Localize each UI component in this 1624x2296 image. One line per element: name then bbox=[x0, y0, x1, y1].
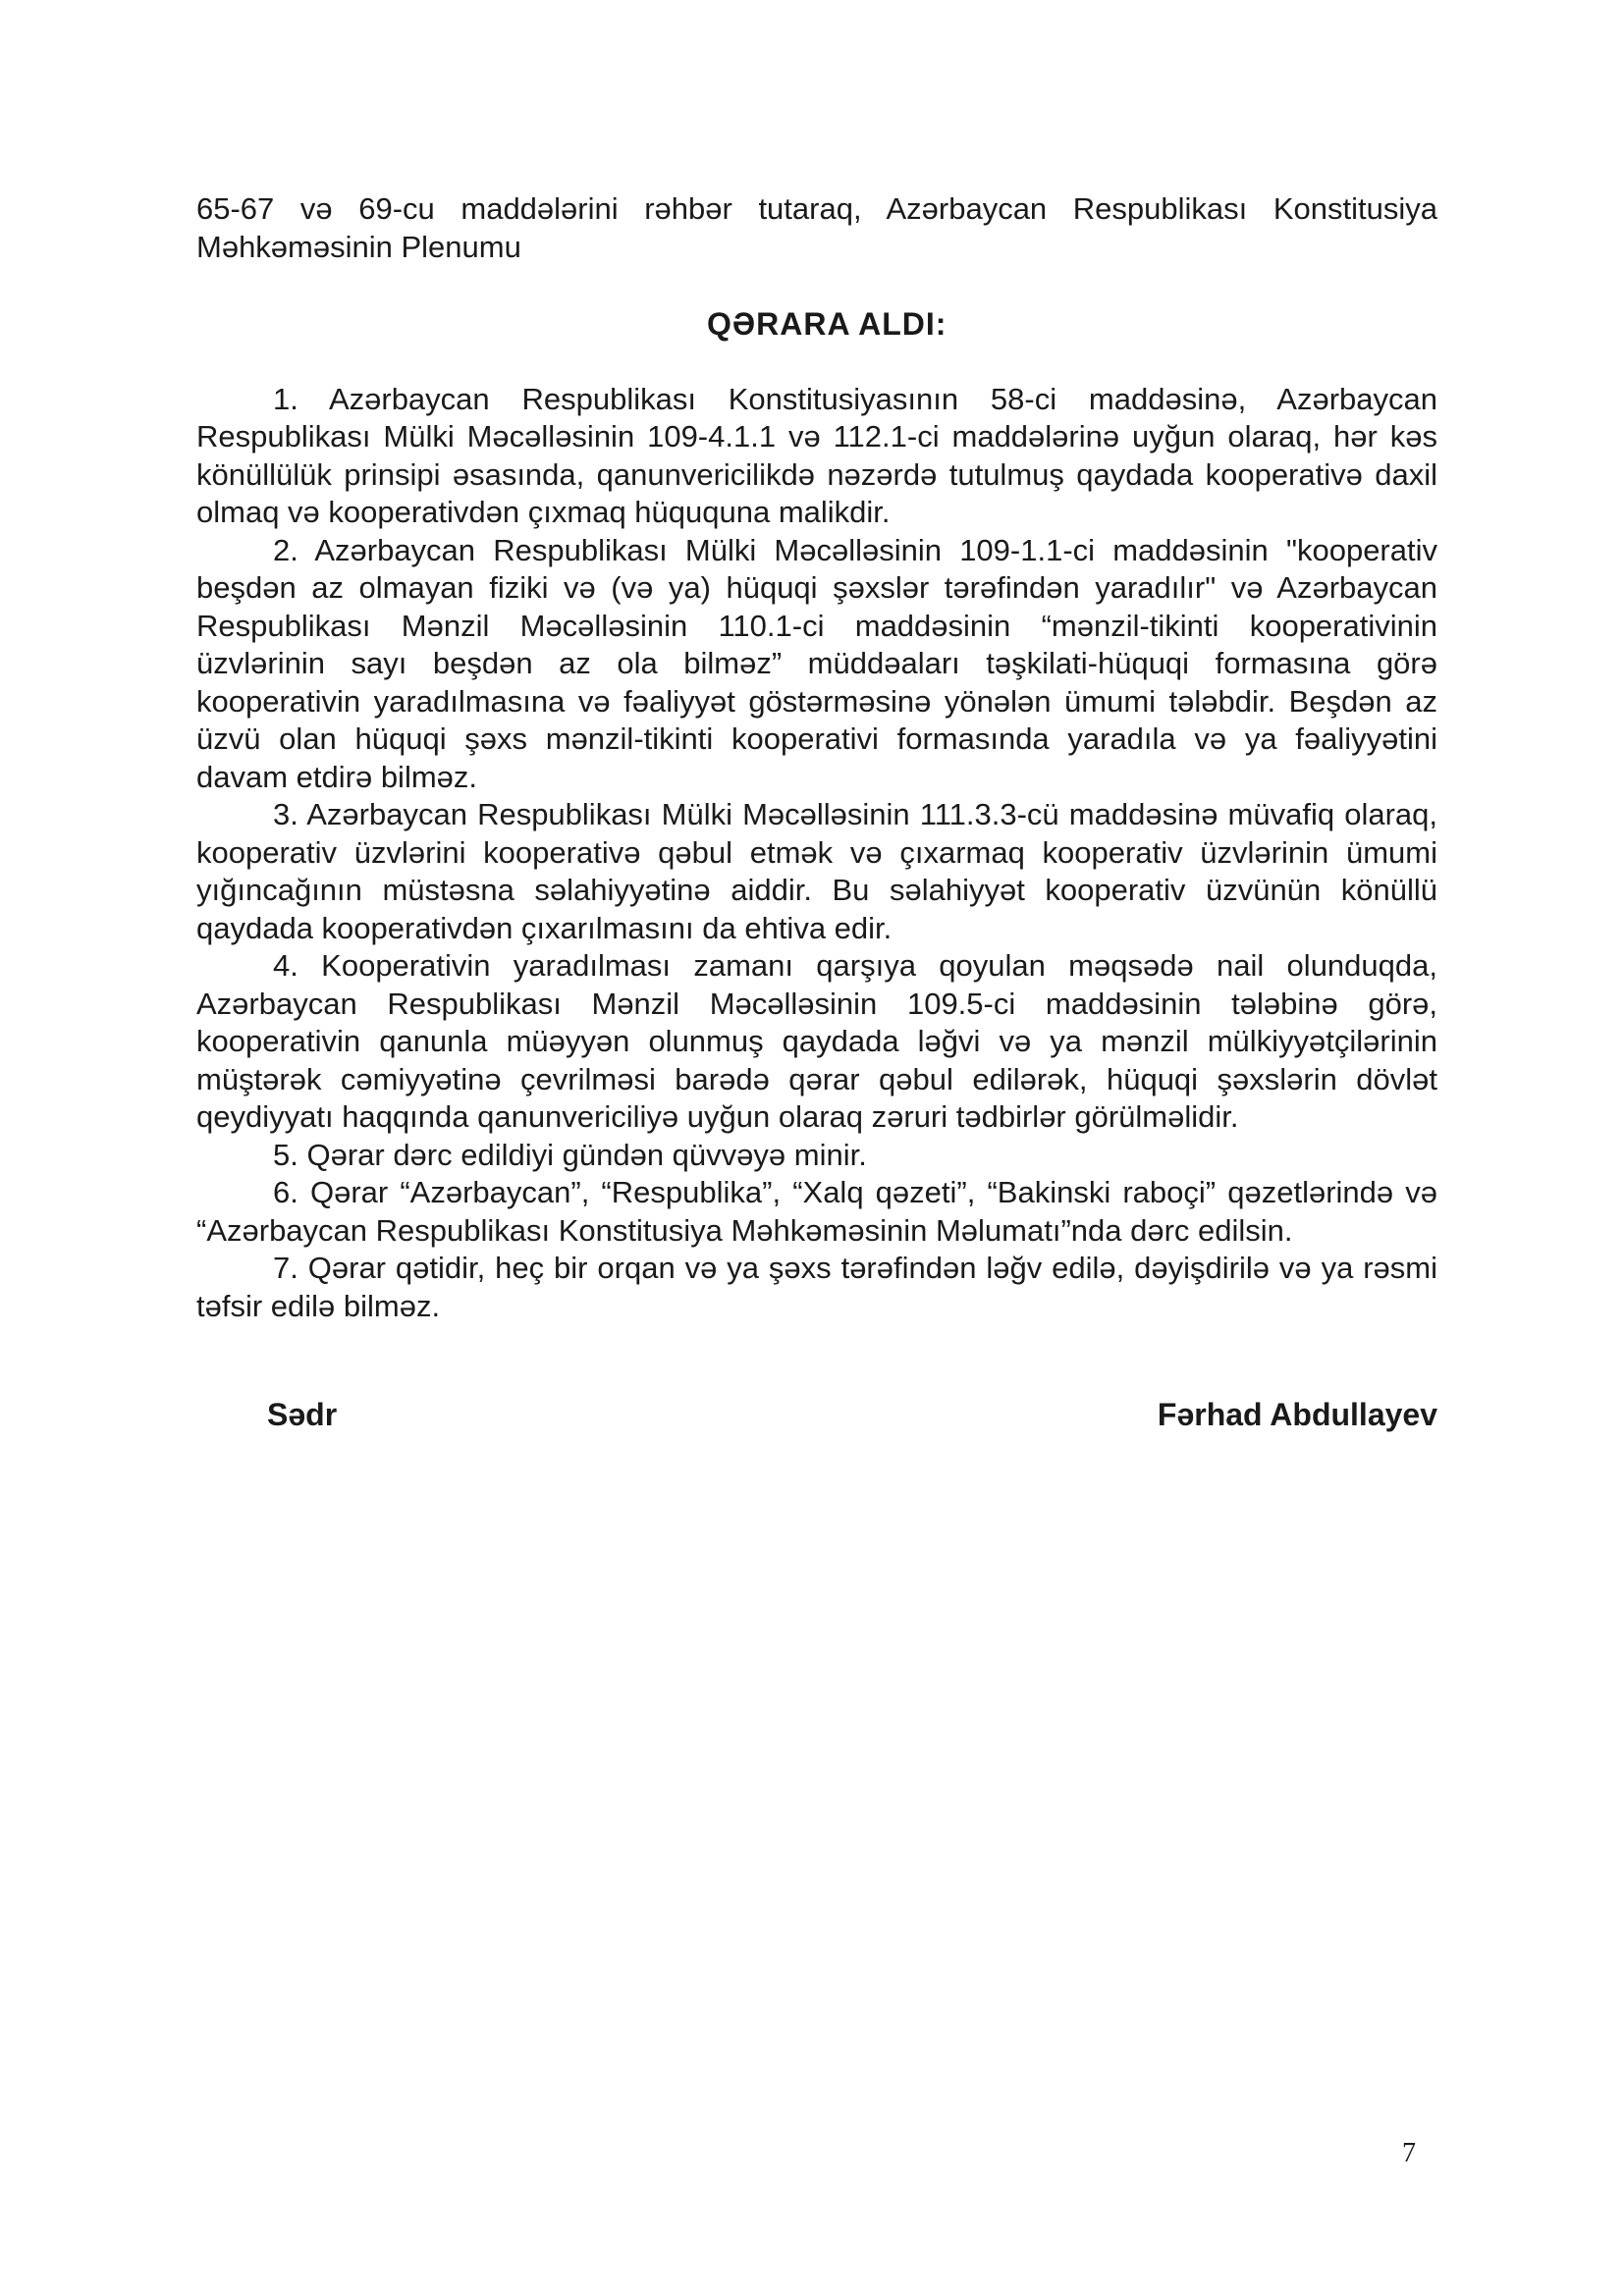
decision-item-2: 2. Azərbaycan Respublikası Mülki Məcəlləsinin 109-1.1-ci maddəsinin "kooperativ beşdən az olmayan fiziki və (və ya) hüquqi şəxslər tərəfindən yaradılır" və Azərbaycan Respublikası Mənzil Məcəlləsinin 110.1-ci maddəsinin “mənzil-tikinti kooperativinin üzvlərinin sayı beşdən az ola bilməz” müddəaları təşkilati-hüquqi formasına görə kooperativin yaradılmasına və fəaliyyət göstərməsinə yönələn ümumi tələbdir. Beşdən az üzvü olan hüquqi şəxs mənzil-tikinti kooperativi formasında yaradıla və ya fəaliyyətini davam etdirə bilməz. bbox=[196, 532, 1437, 794]
signature-name: Fərhad Abdullayev bbox=[1157, 1397, 1437, 1432]
signature-title: Sədr bbox=[267, 1397, 338, 1432]
decision-item-3: 3. Azərbaycan Respublikası Mülki Məcəlləsinin 111.3.3-cü maddəsinə müvafiq olaraq, kooperativ üzvlərini kooperativə qəbul etmək və çıxarmaq kooperativ üzvlərinin ümumi yığıncağının müstəsna səlahiyyətinə aiddir. Bu səlahiyyət kooperativ üzvünün könüllü qaydada kooperativdən çıxarılmasını da ehtiva edir. bbox=[196, 797, 1437, 945]
decision-item-1: 1. Azərbaycan Respublikası Konstitusiyasının 58-ci maddəsinə, Azərbaycan Respublikası Mülki Məcəlləsinin 109-4.1.1 və 112.1-ci maddələrinə uyğun olaraq, hər kəs könüllülük prinsipi əsasında, qanunvericilikdə nəzərdə tutulmuş qaydada kooperativə daxil olmaq və kooperativdən çıxmaq hüququna malikdir. bbox=[196, 381, 1437, 529]
page-number: 7 bbox=[1402, 2138, 1416, 2168]
document-body bbox=[196, 190, 1437, 1325]
decision-heading: QƏRARA ALDI: bbox=[707, 306, 947, 342]
decision-item-5: 5. Qərar dərc edildiyi gündən qüvvəyə minir. bbox=[273, 1137, 867, 1172]
decision-item-6: 6. Qərar “Azərbaycan”, “Respublika”, “Xalq qəzeti”, “Bakinski raboçi” qəzetlərində və “Azərbaycan Respublikası Konstitusiya Məhkəməsinin Məlumatı”nda dərc edilsin. bbox=[196, 1175, 1437, 1248]
decision-item-4: 4. Kooperativin yaradılması zamanı qarşıya qoyulan məqsədə nail olunduqda, Azərbaycan Respublikası Mənzil Məcəlləsinin 109.5-ci maddəsinin tələbinə görə, kooperativin qanunla müəyyən olunmuş qaydada ləğvi və ya mənzil mülkiyyətçilərinin müştərək cəmiyyətinə çevrilməsi barədə qərar qəbul edilərək, hüquqi şəxslərin dövlət qeydiyyatı haqqında qanunvericiliyə uyğun olaraq zəruri tədbirlər görülməlidir. bbox=[196, 948, 1437, 1134]
intro-paragraph: 65-67 və 69-cu maddələrini rəhbər tutaraq, Azərbaycan Respublikası Konstitusiya Məhkəməsinin Plenumu bbox=[196, 191, 1437, 264]
decision-item-7: 7. Qərar qətidir, heç bir orqan və ya şəxs tərəfindən ləğv edilə, dəyişdirilə və ya rəsmi təfsir edilə bilməz. bbox=[196, 1251, 1437, 1323]
